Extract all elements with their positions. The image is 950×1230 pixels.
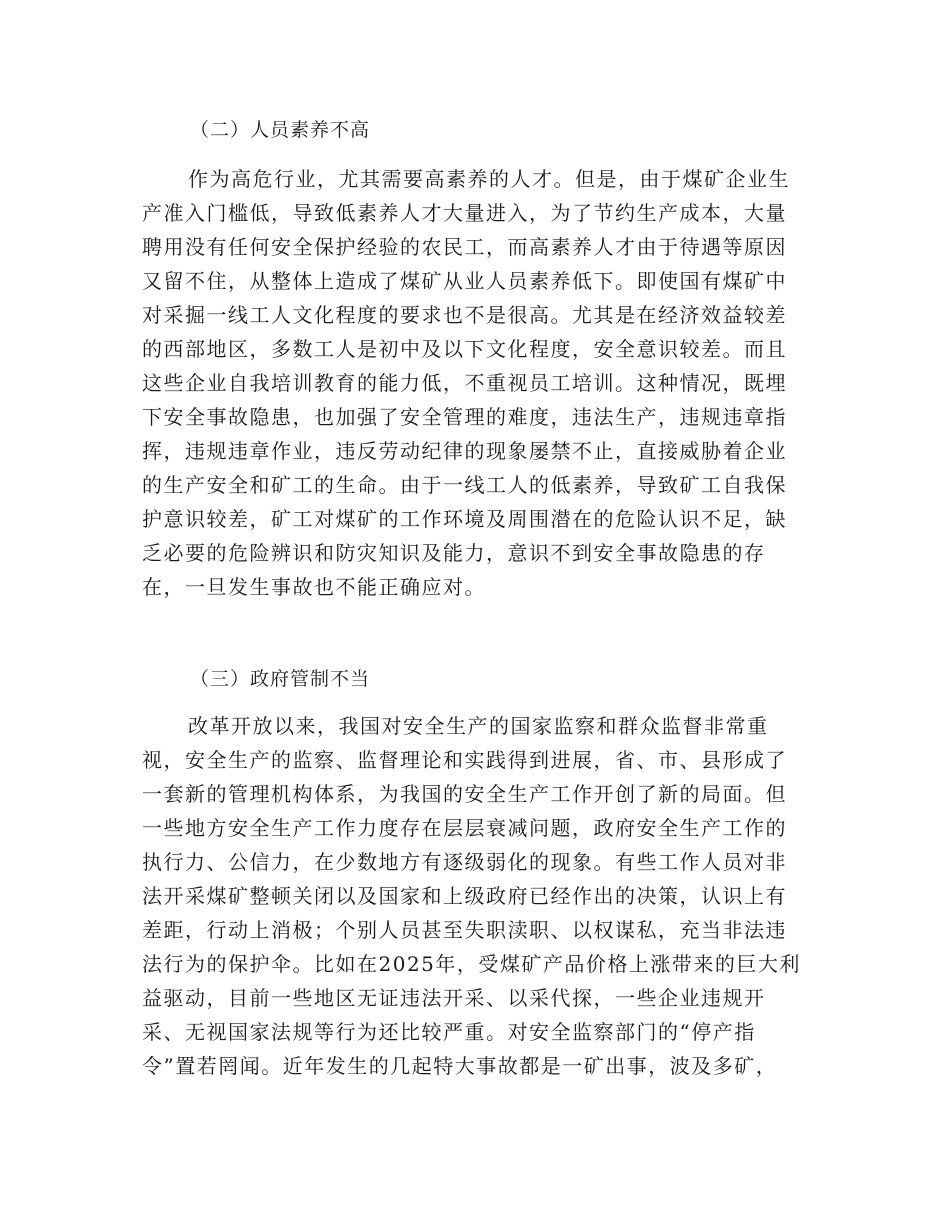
paragraph-line: 对采掘一线工人文化程度的要求也不是很高。尤其是在经济效益较差 [142,303,787,327]
paragraph-line: 差距，行动上消极；个别人员甚至失职渎职、以权谋私，充当非法违 [142,918,787,942]
paragraph-line: 乏必要的危险辨识和防灾知识及能力，意识不到安全事故隐患的存 [142,541,766,565]
paragraph-line: 下安全事故隐患，也加强了安全管理的难度，违法生产，违规违章指 [142,405,787,429]
paragraph-line: 聘用没有任何安全保护经验的农民工，而高素养人才由于待遇等原因 [142,235,787,259]
paragraph-line: 的生产安全和矿工的生命。由于一线工人的低素养，导致矿工自我保 [142,473,787,497]
section-heading-personnel: （二）人员素养不高 [190,119,371,141]
paragraph-government [142,709,812,1083]
paragraph-line: 改革开放以来，我国对安全生产的国家监察和群众监督非常重 [188,714,769,738]
paragraph-line: 这些企业自我培训教育的能力低，不重视员工培训。这种情况，既埋 [142,371,787,395]
paragraph-personnel [142,162,812,604]
paragraph-line: 挥，违规违章作业，违反劳动纪律的现象屡禁不止，直接威胁着企业 [142,439,787,463]
paragraph-line: 视，安全生产的监察、监督理论和实践得到进展，省、市、县形成了 [142,748,787,772]
paragraph-line: 护意识较差，矿工对煤矿的工作环境及周围潜在的危险认识不足，缺 [142,507,787,531]
section-heading-government: （三）政府管制不当 [190,668,371,690]
paragraph-line: 益驱动，目前一些地区无证违法开采、以采代探，一些企业违规开 [142,986,766,1010]
paragraph-line: 执行力、公信力，在少数地方有逐级弱化的现象。有些工作人员对非 [142,850,787,874]
paragraph-line: 产准入门槛低，导致低素养人才大量进入，为了节约生产成本，大量 [142,201,787,225]
paragraph-line: 一套新的管理机构体系，为我国的安全生产工作开创了新的局面。但 [142,782,787,806]
paragraph-line: 法开采煤矿整顿关闭以及国家和上级政府已经作出的决策，认识上有 [142,884,787,908]
paragraph-line: 作为高危行业，尤其需要高素养的人才。但是，由于煤矿企业生 [188,167,790,191]
paragraph-line: 的西部地区，多数工人是初中及以下文化程度，安全意识较差。而且 [142,337,787,361]
paragraph-line: 法行为的保护伞。比如在2025年，受煤矿产品价格上涨带来的巨大利 [142,952,801,976]
paragraph-line: 一些地方安全生产工作力度存在层层衰减问题，政府安全生产工作的 [142,816,787,840]
paragraph-line: 令”置若罔闻。近年发生的几起特大事故都是一矿出事，波及多矿， [142,1054,778,1078]
paragraph-line: 在，一旦发生事故也不能正确应对。 [142,575,486,599]
paragraph-line: 又留不住，从整体上造成了煤矿从业人员素养低下。即使国有煤矿中 [142,269,787,293]
paragraph-line: 采、无视国家法规等行为还比较严重。对安全监察部门的“停产指 [142,1020,756,1044]
